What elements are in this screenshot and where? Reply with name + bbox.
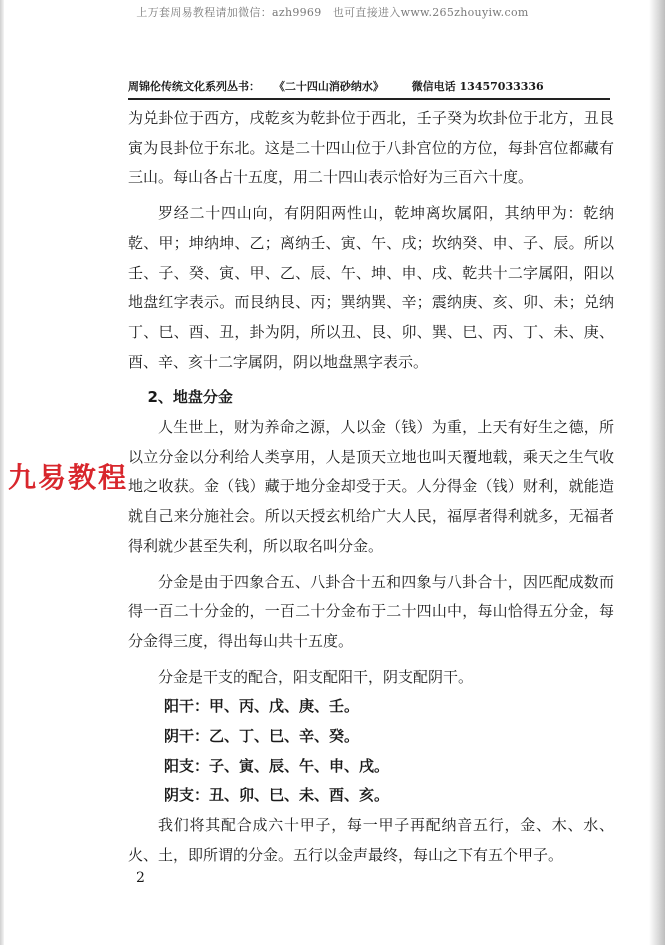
pairing-line [128, 752, 614, 782]
body-text [128, 104, 614, 871]
pairing-items: 甲、丙、戊、庚、壬。 [209, 697, 360, 716]
pairing-items: 乙、丁、巳、辛、癸。 [209, 727, 360, 746]
paragraph: 为兑卦位于西方，戌乾亥为乾卦位于西北，壬子癸为坎卦位于北方，丑艮寅为艮卦位于东北。这是二十四山位于八卦宫位的方位，每卦宫位都藏有三山。每山各占十五度，用二十四山表示恰好为三百六十度。 [128, 109, 614, 187]
book-title: 《二十四山消砂纳水》 [273, 80, 384, 93]
contact-phone: 微信电话 13457033336 [411, 80, 544, 93]
series-title: 周锦伦传统文化系列丛书： [128, 80, 260, 93]
pairing-line [128, 692, 614, 722]
running-head [128, 78, 610, 100]
watermark-logo: 九易教程 [8, 461, 129, 494]
pairing-label: 阴支： [164, 786, 210, 805]
paragraph: 分金是干支的配合，阳支配阳干，阴支配阴干。 [158, 667, 474, 686]
pairing-items: 丑、卯、巳、未、酉、亥。 [209, 786, 390, 805]
top-banner: 上万套周易教程请加微信：azh9969 也可直接进入www.265zhouyiw.com [136, 6, 529, 19]
paragraph: 我们将其配合成六十甲子，每一甲子再配纳音五行，金、木、水、火、土，即所谓的分金。五行以金声最终，每山之下有五个甲子。 [128, 816, 614, 864]
pairing-line [128, 781, 614, 811]
pairing-label: 阳干： [164, 697, 210, 716]
pairing-items: 子、寅、辰、午、申、戌。 [209, 756, 390, 775]
scan-edge-right [649, 0, 665, 945]
pairing-label: 阳支： [164, 756, 210, 775]
page-number: 2 [136, 870, 145, 886]
pairing-label: 阴干： [164, 727, 210, 746]
pairing-line [128, 722, 614, 752]
paragraph: 罗经二十四山向，有阴阳两性山，乾坤离坎属阳，其纳甲为：乾纳乾、甲；坤纳坤、乙；离纳壬、寅、午、戌；坎纳癸、申、子、辰。所以壬、子、癸、寅、甲、乙、辰、午、坤、申、戌、乾共十二字属阳，阳以地盘红字表示。而艮纳艮、丙；巽纳巽、辛；震纳庚、亥、卯、未；兑纳丁、巳、酉、丑，卦为阴，所以丑、艮、卯、巽、巳、丙、丁、未、庚、酉、辛、亥十二字属阴，阴以地盘黑字表示。 [128, 204, 614, 371]
section-heading: 2、地盘分金 [147, 388, 233, 407]
paragraph: 分金是由于四象合五、八卦合十五和四象与八卦合十，因匹配成数而得一百二十分金的，一百二十分金布于二十四山中，每山恰得五分金，每分金得三度，得出每山共十五度。 [128, 572, 614, 650]
paragraph: 人生世上，财为养命之源，人以金（钱）为重，上天有好生之德，所以立分金以分利给人类享用，人是顶天立地也叫天覆地载，乘天之生气收地之收获。金（钱）藏于地分金却受于天。人分得金（钱）财利，就能造就自己来分施社会。所以天授玄机给广大人民，福厚者得利就多，无福者得利就少甚至失利，所以取名叫分金。 [128, 418, 614, 555]
scan-edge-left [0, 0, 4, 945]
